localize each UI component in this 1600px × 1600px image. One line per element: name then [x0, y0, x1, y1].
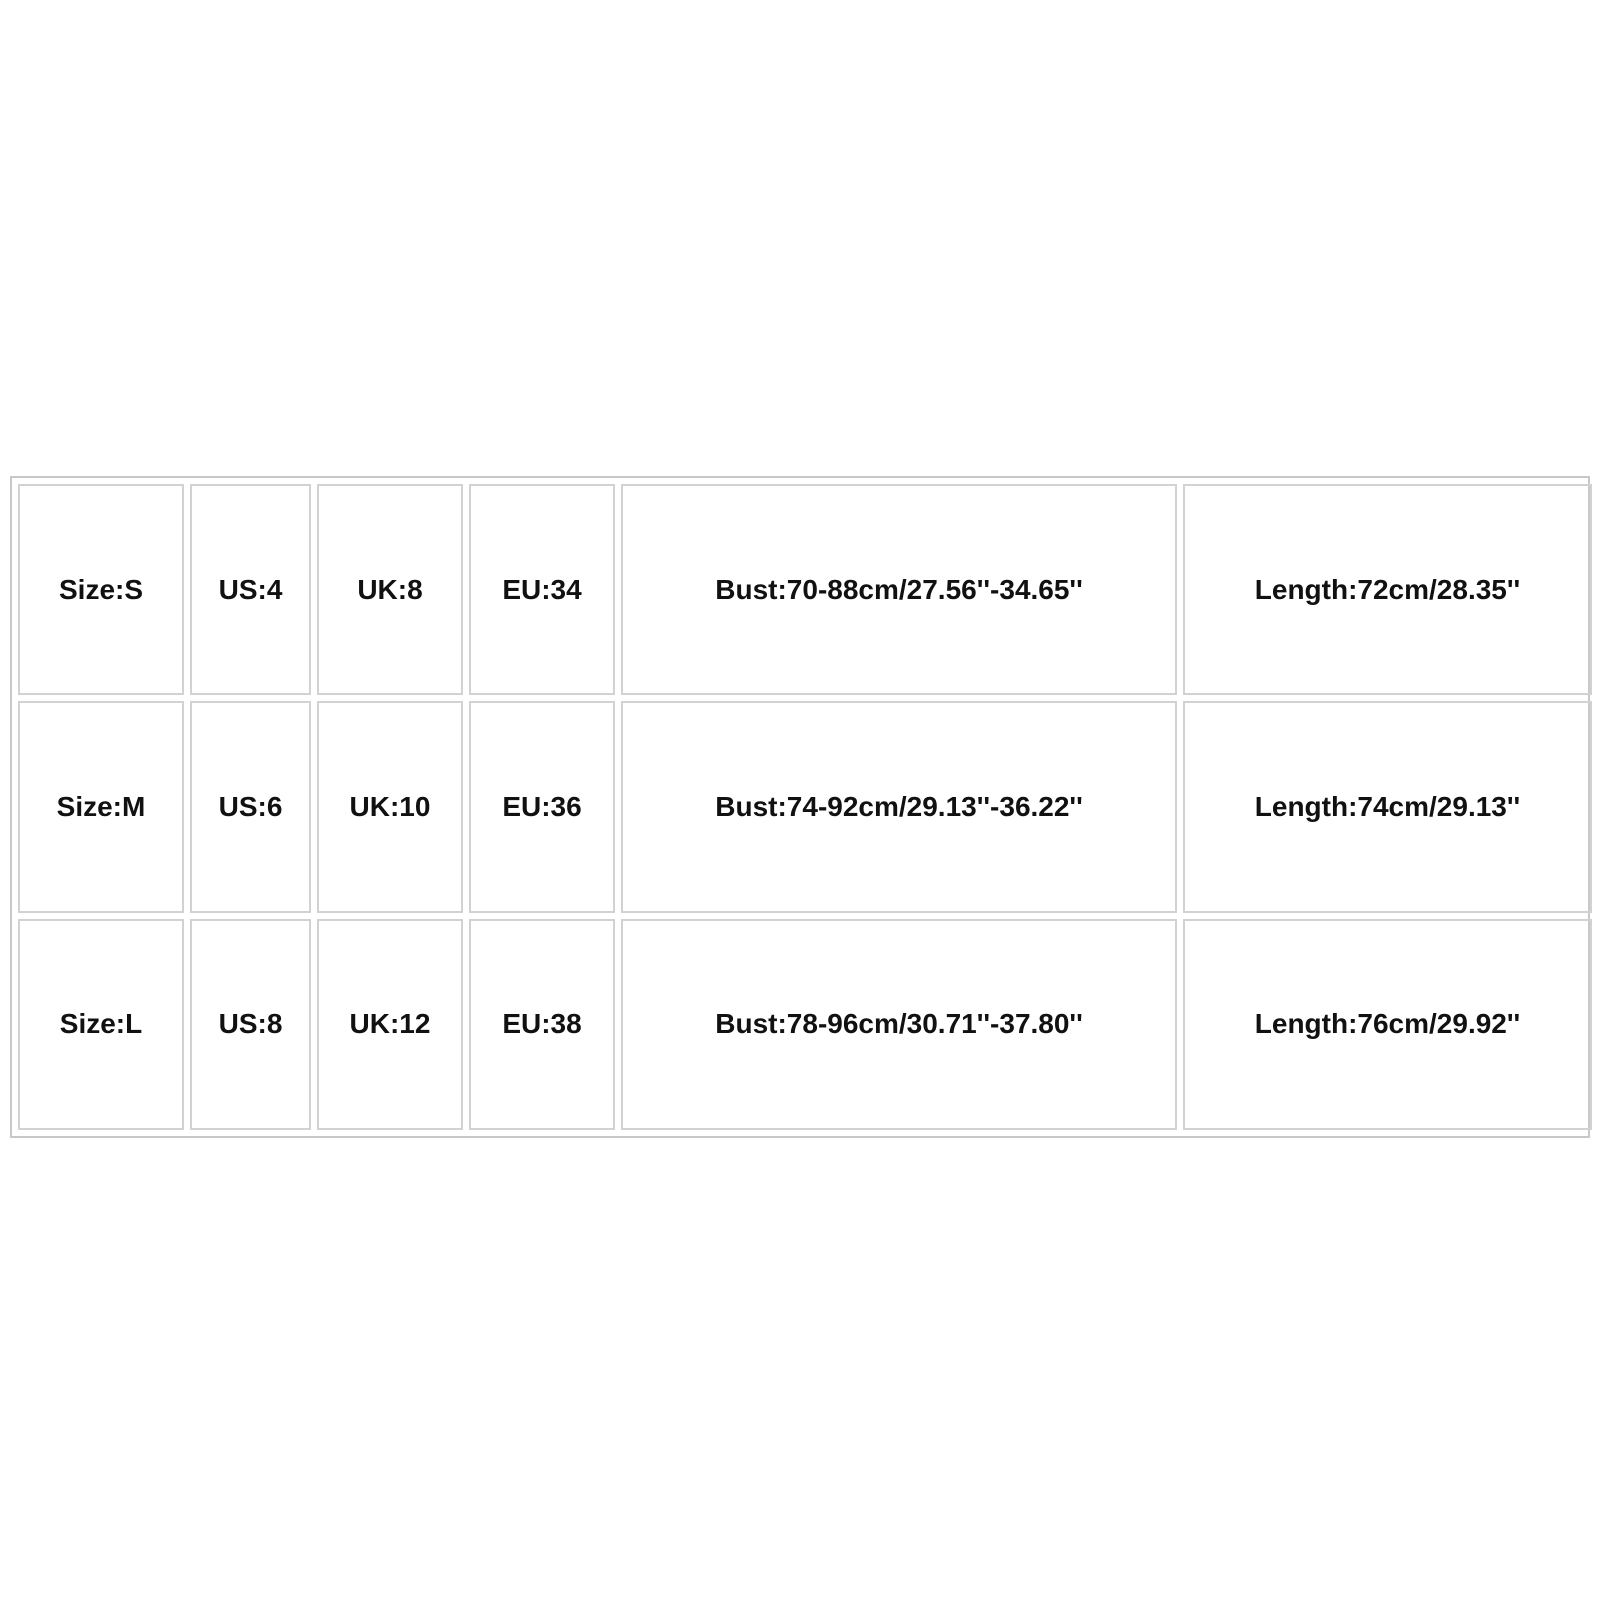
- us-size-cell: US:4: [190, 484, 311, 695]
- eu-size-cell: EU:34: [469, 484, 615, 695]
- size-cell: Size:M: [18, 701, 184, 912]
- table-row: [18, 919, 1592, 1130]
- bust-cell: Bust:78-96cm/30.71''-37.80'': [621, 919, 1177, 1130]
- uk-size-cell: UK:12: [317, 919, 463, 1130]
- size-cell: Size:L: [18, 919, 184, 1130]
- table-row: [18, 484, 1592, 695]
- us-size-cell: US:8: [190, 919, 311, 1130]
- eu-size-cell: EU:38: [469, 919, 615, 1130]
- length-cell: Length:76cm/29.92'': [1183, 919, 1592, 1130]
- uk-size-cell: UK:8: [317, 484, 463, 695]
- bust-cell: Bust:74-92cm/29.13''-36.22'': [621, 701, 1177, 912]
- eu-size-cell: EU:36: [469, 701, 615, 912]
- us-size-cell: US:6: [190, 701, 311, 912]
- size-cell: Size:S: [18, 484, 184, 695]
- length-cell: Length:72cm/28.35'': [1183, 484, 1592, 695]
- uk-size-cell: UK:10: [317, 701, 463, 912]
- bust-cell: Bust:70-88cm/27.56''-34.65'': [621, 484, 1177, 695]
- length-cell: Length:74cm/29.13'': [1183, 701, 1592, 912]
- size-chart-grid: [12, 478, 1598, 1136]
- size-chart-table: [10, 476, 1590, 1138]
- table-row: [18, 701, 1592, 912]
